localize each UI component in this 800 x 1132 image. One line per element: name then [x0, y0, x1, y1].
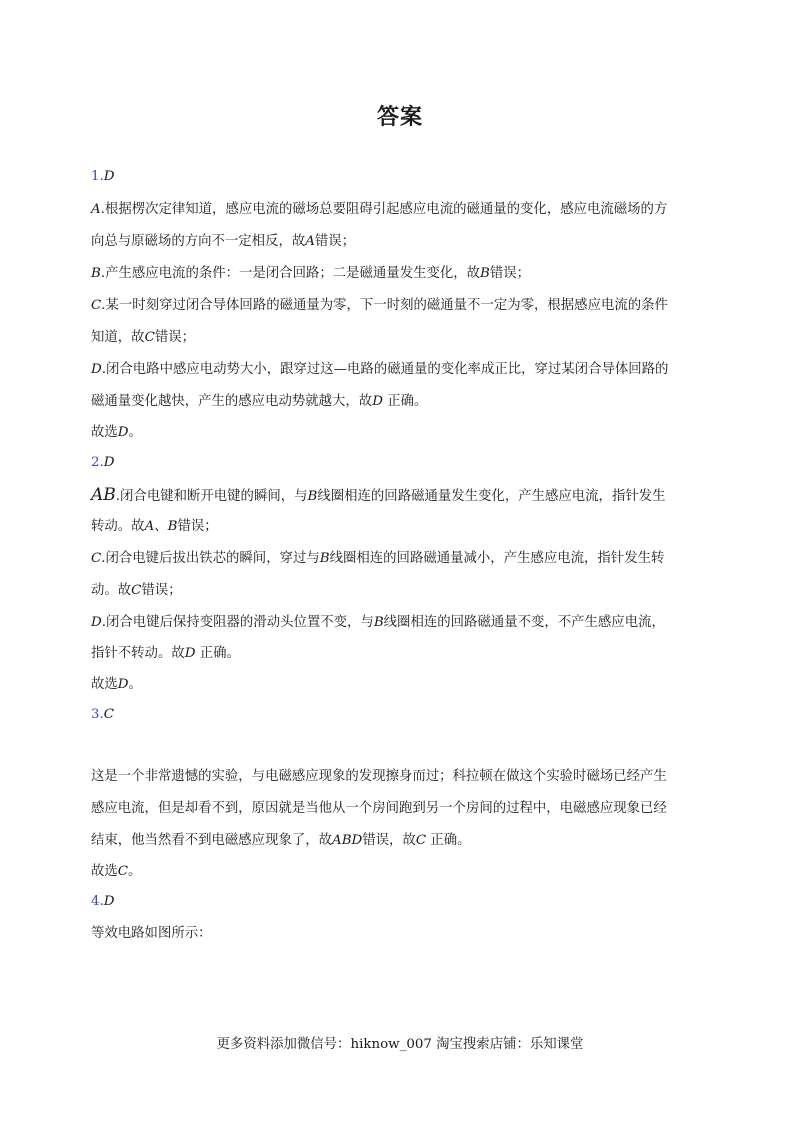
q3-number: 3.: [91, 707, 104, 722]
q4-answer-line: [91, 892, 711, 912]
q1-conclusion: 故选D。: [91, 425, 142, 440]
q3-answer-line: [91, 705, 711, 725]
q2-number: 2.: [91, 455, 104, 470]
q4-body: 等效电路如图所示：: [91, 926, 212, 941]
q1-answer-line: [91, 167, 711, 187]
q4-number: 4.: [91, 894, 104, 909]
q2-answer: D: [103, 455, 115, 470]
q2-option-d-line2: 指针不转动。故D 正确。: [91, 646, 240, 661]
q3-conclusion: 故选C。: [91, 864, 142, 879]
q1-number: 1.: [91, 169, 104, 184]
q2-answer-line: [91, 453, 711, 473]
q2-option-c-line2: 动。故C错误；: [91, 583, 182, 598]
q3-body-line2: 感应电流，但是却看不到，原因就是当他从一个房间跑到另一个房间的过程中，电磁感应现象已经: [91, 801, 667, 816]
q2-option-d-line1: D.闭合电键后保持变阻器的滑动头位置不变，与B线圈相连的回路磁通量不变，不产生感应电流，: [91, 615, 665, 630]
q1-option-d-line1: D.闭合电路中感应电动势大小，跟穿过这—电路的磁通量的变化率成正比，穿过某闭合导体回路的: [91, 362, 669, 377]
q1-option-a-line1: A.根据楞次定律知道，感应电流的磁场总要阻碍引起感应电流的磁通量的变化，感应电流磁场的方: [91, 202, 668, 217]
q2-option-ab-line2: 转动。故A、B错误；: [91, 519, 218, 534]
q4-answer: D: [103, 894, 115, 909]
page-title: 答案: [376, 105, 423, 130]
q2-conclusion: 故选D。: [91, 677, 142, 692]
q3-body-line3: 结束，他当然看不到电磁感应现象了，故ABD错误，故C 正确。: [91, 833, 471, 848]
q1-option-a-line2: 向总与原磁场的方向不一定相反，故A错误；: [91, 234, 356, 249]
page-footer: 更多资料添加微信号：hiknow_007 淘宝搜索店铺：乐知课堂: [216, 1037, 584, 1052]
q1-option-c-line2: 知道，故C错误；: [91, 330, 195, 345]
q3-body-line1: 这是一个非常遗憾的实验，与电磁感应现象的发现擦身而过；科拉顿在做这个实验时磁场已经产生: [91, 769, 667, 784]
q1-option-d-line2: 磁通量变化越快，产生的感应电动势就越大，故D 正确。: [91, 394, 428, 409]
q1-option-c-line1: C.某一时刻穿过闭合导体回路的磁通量为零，下一时刻的磁通量不一定为零，根据感应电流的条件: [91, 298, 668, 313]
q2-option-c-line1: C.闭合电键后拔出铁芯的瞬间，穿过与B线圈相连的回路磁通量减小，产生感应电流，指针发生转: [91, 551, 665, 566]
q3-answer: C: [103, 707, 115, 722]
q1-answer: D: [103, 169, 115, 184]
q2-option-ab-line1: AB.闭合电键和断开电键的瞬间，与B线圈相连的回路磁通量发生变化，产生感应电流，指针发生: [91, 485, 666, 505]
q1-option-b: B.产生感应电流的条件：一是闭合回路；二是磁通量发生变化，故B错误；: [91, 266, 531, 281]
